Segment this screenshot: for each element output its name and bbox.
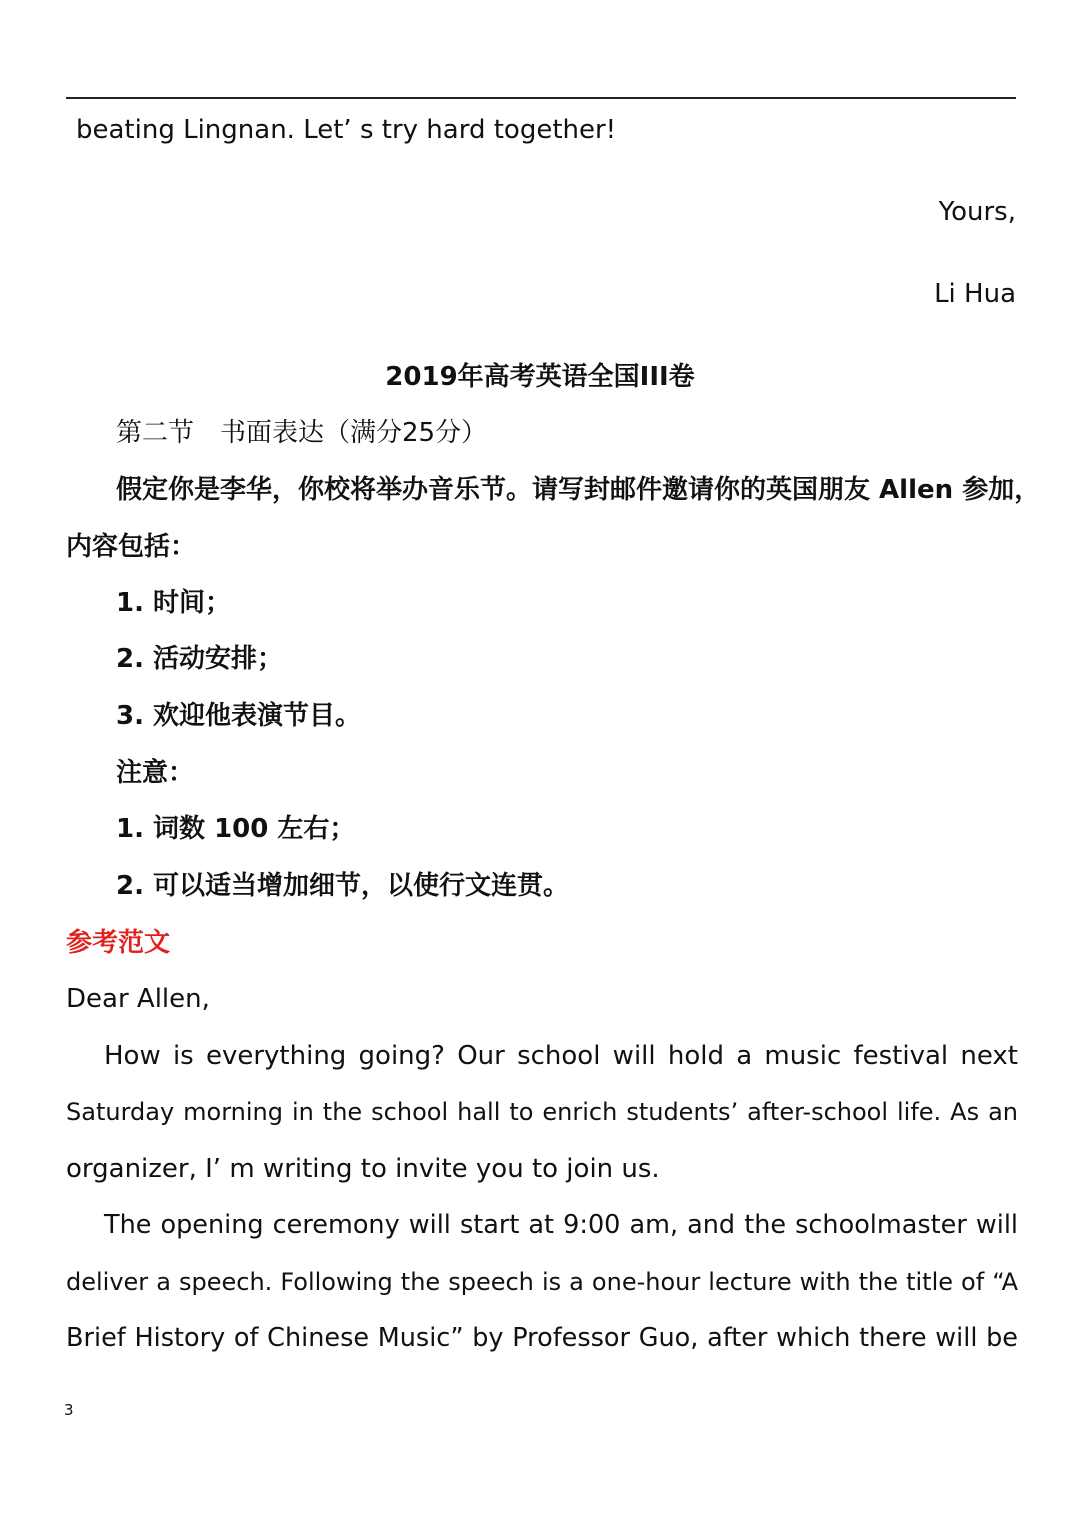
content-item-activities: 2. 活动安排； (116, 644, 284, 674)
content-item-time: 1. 时间； (116, 588, 232, 618)
previous-letter-closing-line: beating Lingnan. Let’ s try hard together! (76, 115, 617, 145)
essay-line-3: organizer, I’ m writing to invite you to join us. (66, 1154, 660, 1184)
model-essay-heading: 参考范文 (66, 928, 171, 958)
prompt-line-2: 内容包括： (66, 532, 197, 562)
content-item-performance: 3. 欢迎他表演节目。 (116, 701, 362, 731)
essay-line-1: How is everything going? Our school will hold a music festival next (104, 1041, 1018, 1071)
page-number: 3 (64, 1401, 74, 1419)
previous-letter-sign-off: Yours, (938, 197, 1016, 227)
prompt-line-1: 假定你是李华，你校将举办音乐节。请写封邮件邀请你的英国朋友 Allen 参加， (116, 475, 1041, 505)
top-rule (66, 97, 1016, 99)
previous-letter-signature: Li Hua (934, 279, 1016, 309)
essay-line-5: deliver a speech. Following the speech is a one-hour lecture with the title of “A (66, 1268, 1018, 1296)
essay-line-6: Brief History of Chinese Music” by Professor Guo, after which there will be (66, 1323, 1018, 1353)
notes-heading: 注意： (116, 758, 195, 788)
note-item-word-count: 1. 词数 100 左右； (116, 814, 356, 844)
essay-line-2: Saturday morning in the school hall to enrich students’ after-school life. As an (66, 1098, 1018, 1126)
exam-title: 2019年高考英语全国III卷 (385, 362, 695, 392)
note-item-details: 2. 可以适当增加细节，以使行文连贯。 (116, 871, 570, 901)
essay-line-4: The opening ceremony will start at 9:00 am, and the schoolmaster will (104, 1210, 1018, 1240)
section-heading: 第二节 书面表达（满分25分） (116, 418, 488, 448)
essay-greeting: Dear Allen, (66, 984, 210, 1014)
